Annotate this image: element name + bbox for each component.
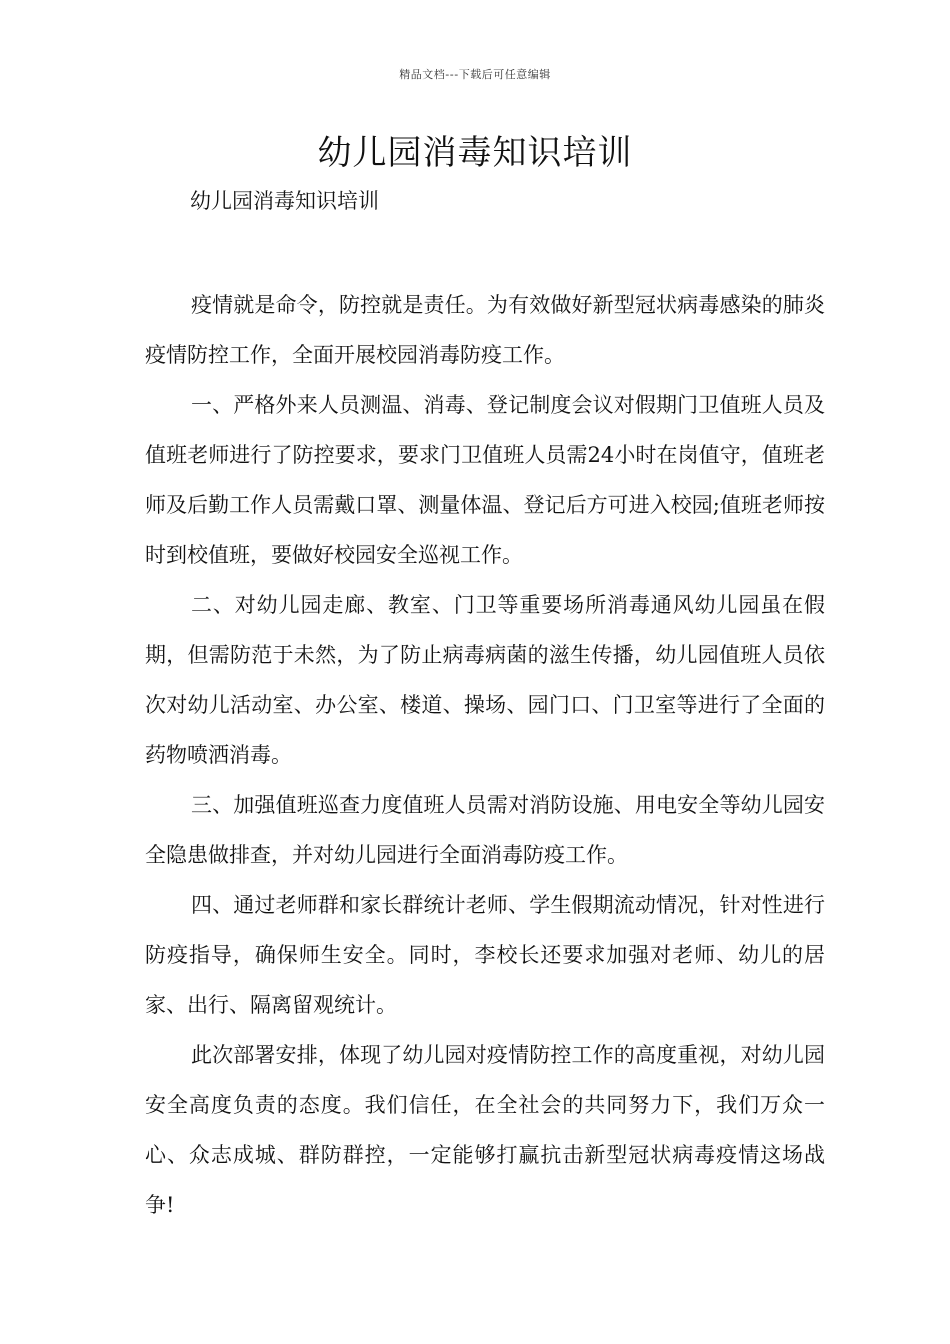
header-note: 精品文档---下载后可任意编辑 [399,68,551,81]
document-subtitle: 幼儿园消毒知识培训 [190,189,379,213]
paragraph-item-4: 四、通过老师群和家长群统计老师、学生假期流动情况，针对性进行防疫指导，确保师生安全。同时，李校长还要求加强对老师、幼儿的居家、出行、隔离留观统计。 [145,893,825,1017]
document-title: 幼儿园消毒知识培训 [317,133,633,173]
paragraph-item-2: 二、对幼儿园走廊、教室、门卫等重要场所消毒通风幼儿园虽在假期，但需防范于未然，为了防止病毒病菌的滋生传播，幼儿园值班人员依次对幼儿活动室、办公室、楼道、操场、园门口、门卫室等进行了全面的药物喷洒消毒。 [145,593,825,767]
paragraph-item-3: 三、加强值班巡查力度值班人员需对消防设施、用电安全等幼儿园安全隐患做排查，并对幼儿园进行全面消毒防疫工作。 [145,793,825,867]
paragraph-item-1: 一、严格外来人员测温、消毒、登记制度会议对假期门卫值班人员及值班老师进行了防控要求，要求门卫值班人员需24小时在岗值守，值班老师及后勤工作人员需戴口罩、测量体温、登记后方可进入校园;值班老师按时到校值班，要做好校园安全巡视工作。 [145,393,825,567]
paragraph-conclusion: 此次部署安排，体现了幼儿园对疫情防控工作的高度重视，对幼儿园安全高度负责的态度。我们信任，在全社会的共同努力下，我们万众一心、众志成城、群防群控，一定能够打赢抗击新型冠状病毒疫情这场战争! [145,1043,825,1217]
document-body [145,280,825,1230]
paragraph-intro: 疫情就是命令，防控就是责任。为有效做好新型冠状病毒感染的肺炎疫情防控工作，全面开展校园消毒防疫工作。 [145,293,825,367]
